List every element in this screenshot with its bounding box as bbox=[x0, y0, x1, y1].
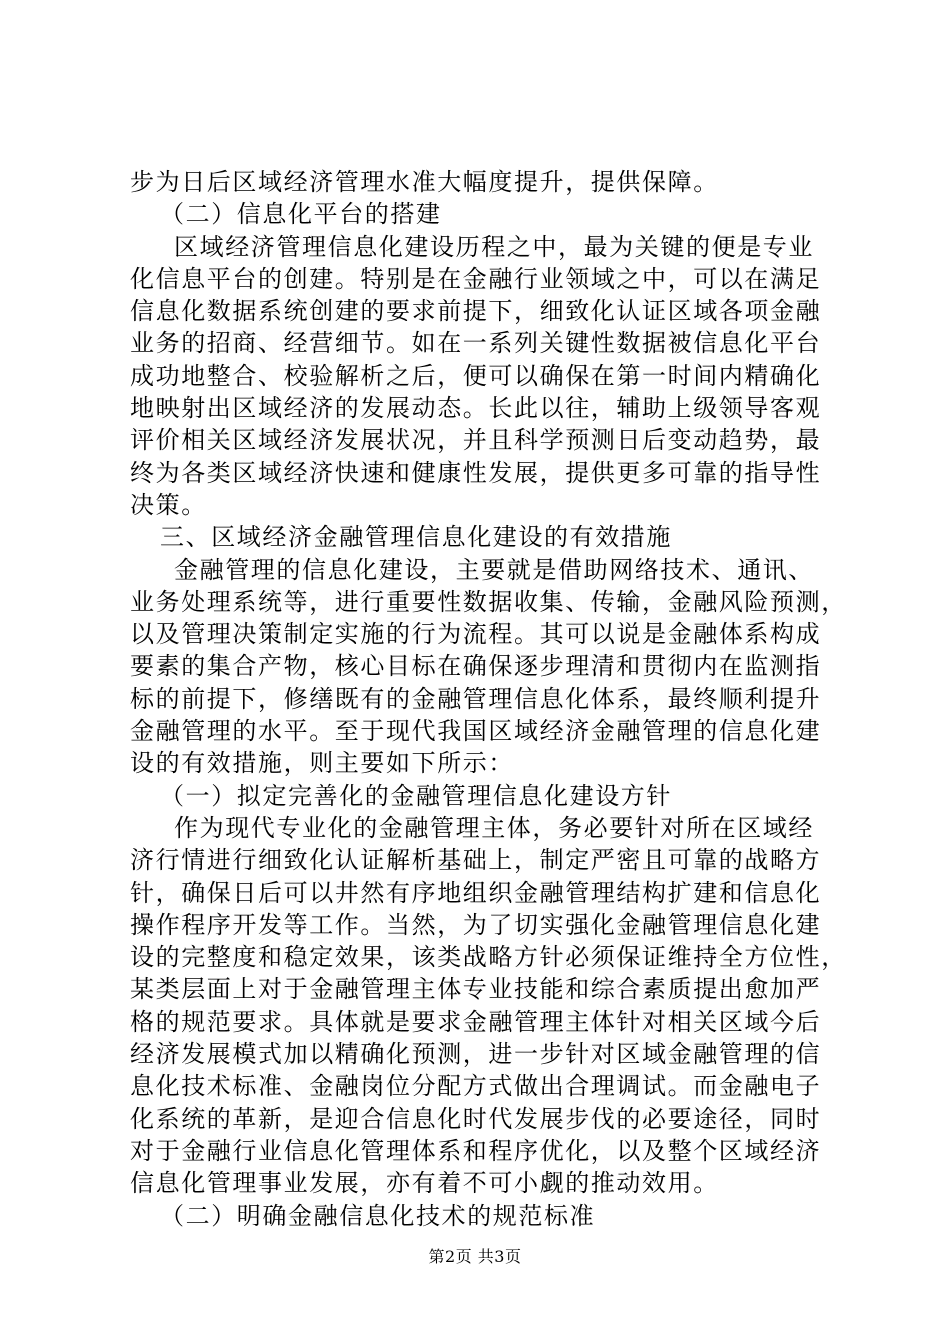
text-line: 金融管理的水平。至于现代我国区域经济金融管理的信息化建 bbox=[130, 717, 822, 746]
text-line: 经济发展模式加以精确化预测，进一步针对区域金融管理的信 bbox=[130, 1040, 822, 1069]
text-line: 某类层面上对于金融管理主体专业技能和综合素质提出愈加严 bbox=[130, 975, 822, 1004]
text-line: 业务处理系统等，进行重要性数据收集、传输，金融风险预测， bbox=[130, 587, 847, 616]
text-line: 标的前提下，修缮既有的金融管理信息化体系，最终顺利提升 bbox=[130, 684, 822, 713]
text-line: 息化技术标准、金融岗位分配方式做出合理调试。而金融电子 bbox=[130, 1072, 822, 1101]
text-line: 步为日后区域经济管理水准大幅度提升，提供保障。 bbox=[130, 168, 719, 196]
text-line: 化信息平台的创建。特别是在金融行业领域之中，可以在满足 bbox=[130, 264, 822, 293]
text-line: 地映射出区域经济的发展动态。长此以往，辅助上级领导客观 bbox=[130, 394, 822, 423]
text-line: 设的完整度和稳定效果，该类战略方针必须保证维持全方位性， bbox=[130, 943, 847, 972]
text-line: 设的有效措施，则主要如下所示： bbox=[130, 749, 514, 778]
section-heading: （一）拟定完善化的金融管理信息化建设方针 bbox=[160, 781, 672, 810]
page-footer bbox=[0, 1247, 950, 1267]
text-line: 区域经济管理信息化建设历程之中，最为关键的便是专业 bbox=[174, 232, 814, 261]
page-number: 第2页 共3页 bbox=[428, 1247, 522, 1266]
text-line: 济行情进行细致化认证解析基础上，制定严密且可靠的战略方 bbox=[130, 846, 822, 875]
text-line: 信息化管理事业发展，亦有着不可小觑的推动效用。 bbox=[130, 1169, 719, 1198]
text-line: 金融管理的信息化建设，主要就是借助网络技术、通讯、 bbox=[174, 555, 814, 584]
text-line: 作为现代专业化的金融管理主体，务必要针对所在区域经 bbox=[174, 813, 814, 842]
section-heading: （二）明确金融信息化技术的规范标准 bbox=[160, 1201, 596, 1230]
text-line: 业务的招商、经营细节。如在一系列关键性数据被信息化平台 bbox=[130, 329, 822, 358]
text-line: 格的规范要求。具体就是要求金融管理主体针对相关区域今后 bbox=[130, 1007, 822, 1036]
text-line: 成功地整合、校验解析之后，便可以确保在第一时间内精确化 bbox=[130, 361, 822, 390]
text-line: 评价相关区域经济发展状况，并且科学预测日后变动趋势，最 bbox=[130, 426, 822, 455]
text-line: 决策。 bbox=[130, 490, 207, 519]
text-line: 信息化数据系统创建的要求前提下，细致化认证区域各项金融 bbox=[130, 297, 822, 326]
text-line: 以及管理决策制定实施的行为流程。其可以说是金融体系构成 bbox=[130, 620, 822, 649]
text-line: 操作程序开发等工作。当然，为了切实强化金融管理信息化建 bbox=[130, 910, 822, 939]
text-line: 终为各类区域经济快速和健康性发展，提供更多可靠的指导性 bbox=[130, 458, 822, 487]
section-heading: 三、区域经济金融管理信息化建设的有效措施 bbox=[160, 523, 672, 552]
text-line: 针，确保日后可以井然有序地组织金融管理结构扩建和信息化 bbox=[130, 878, 822, 907]
document-body bbox=[130, 166, 847, 1232]
text-line: 化系统的革新，是迎合信息化时代发展步伐的必要途径，同时 bbox=[130, 1104, 822, 1133]
text-line: 要素的集合产物，核心目标在确保逐步理清和贯彻内在监测指 bbox=[130, 652, 822, 681]
text-line: 对于金融行业信息化管理体系和程序优化，以及整个区域经济 bbox=[130, 1136, 822, 1165]
section-heading: （二）信息化平台的搭建 bbox=[160, 200, 442, 229]
